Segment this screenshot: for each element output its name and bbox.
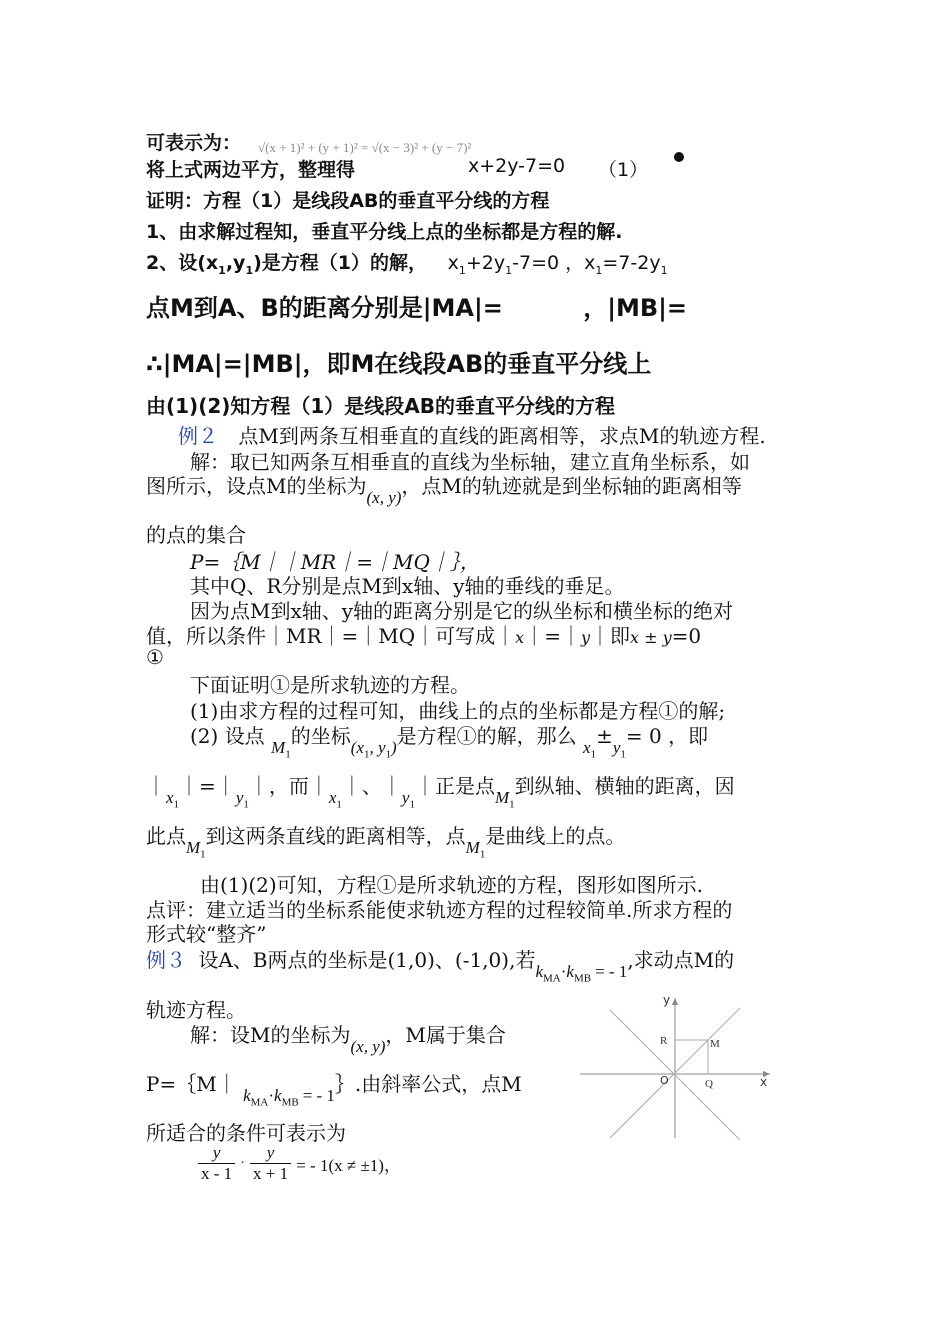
M-letter: M [271, 738, 286, 757]
sol-text: ，M属于集合 [385, 1023, 506, 1047]
point-xy: (x, y) [366, 488, 402, 507]
eq-y: y [612, 738, 621, 757]
k-letter: k [243, 1086, 251, 1105]
step2-part: ,y [225, 252, 246, 274]
y-axis-arrow [672, 998, 678, 1005]
example2-title [178, 420, 766, 449]
example3-title [146, 944, 735, 985]
eq-sub: 1 [660, 263, 668, 277]
M-sub: 1 [285, 748, 291, 761]
coord-part: , y [369, 738, 386, 757]
M-sub: 1 [509, 798, 515, 811]
set-P-definition: P=｛M｜｜MR｜=｜MQ｜｝， [190, 550, 480, 574]
eq-part: x [447, 252, 459, 274]
ex3-text: ,求动点M的 [627, 948, 735, 972]
eq-part: -7=0 ，x [512, 252, 596, 274]
slope-product [243, 1086, 335, 1109]
k-sub: MB [573, 972, 592, 985]
eq-rhs: = - 1 [302, 1086, 335, 1105]
slope-product [535, 962, 628, 985]
pm-sign: ± [596, 724, 613, 748]
p2-text: 是方程①的解，那么 [396, 724, 577, 748]
ex2-solution-3: 的点的集合 [146, 523, 246, 547]
eq-x: x [583, 738, 591, 757]
p3-text: ｜ [146, 774, 166, 798]
ex3-condition: 所适合的条件可表示为 [146, 1121, 346, 1145]
proof-statement: 证明：方程（1）是线段AB的垂直平分线的方程 [146, 190, 550, 212]
p3-text: 到纵轴、横轴的距离，因 [514, 774, 735, 798]
sol2-text: 图所示，设点M的坐标为 [146, 474, 367, 498]
example3-title-2: 轨迹方程。 [146, 998, 246, 1022]
point-M1 [271, 738, 291, 761]
example2-problem: 点M到两条互相垂直的直线的距离相等，求点M的轨迹方程. [238, 424, 766, 448]
y1-term [401, 788, 415, 811]
distance-mb: ，|MB|= [583, 294, 688, 322]
x-sub: 1 [336, 798, 342, 811]
equation-one: x+2y-7=0 [468, 155, 566, 177]
cond2-y: y [580, 628, 591, 647]
point-M-label: M [710, 1038, 720, 1050]
condition-line-1: 因为点M到x轴、y轴的距离分别是它的纵坐标和横坐标的绝对 [190, 599, 734, 623]
eq-sub: 1 [620, 748, 626, 761]
p2-text: = 0 ，即 [625, 724, 709, 748]
bullet-dot [674, 152, 684, 162]
equation-one-tag: （1） [598, 159, 649, 181]
point-M1 [465, 838, 486, 861]
example3-label: 例３ [146, 948, 186, 972]
axes-figure [570, 990, 780, 1140]
coord-sub: 1 [385, 748, 391, 761]
M-sub: 1 [200, 848, 206, 861]
k-sub: MB [281, 1096, 299, 1109]
distance-line [146, 288, 687, 323]
k-sub: MA [543, 972, 561, 985]
M-letter: M [465, 838, 480, 857]
step2-equations [447, 252, 668, 277]
x-letter: x [328, 788, 337, 807]
ex2-conclusion: 由(1)(2)可知，方程①是所求轨迹的方程，图形如图所示. [200, 873, 704, 897]
proof-part-2 [190, 720, 709, 761]
square-text: 将上式两边平方，整理得 [146, 159, 356, 181]
p3-text: ｜正是点 [414, 774, 495, 798]
point-xy: (x, y) [350, 1037, 386, 1056]
line-represent [146, 128, 241, 155]
M-letter: M [494, 788, 510, 807]
point-R-label: R [660, 1035, 668, 1047]
example2-label: 例２ [178, 424, 218, 448]
review-line-2: 形式较“整齐” [146, 922, 267, 946]
origin-label: O [660, 1074, 669, 1087]
x-axis-label: x [760, 1075, 768, 1089]
x1-pm-y1 [583, 738, 597, 761]
coord-part: (x [350, 738, 364, 757]
eq-rhs: = - 1 [595, 962, 628, 981]
ex2-solution-1: 解：取已知两条互相垂直的直线为坐标轴，建立直角坐标系，如 [190, 450, 750, 474]
p4-text: 此点 [146, 824, 186, 848]
coords-x1-y1 [350, 738, 397, 761]
set-text: ｝.由斜率公式，点M [334, 1072, 522, 1096]
denominator: x + 1 [253, 1164, 289, 1183]
ex3-solution-1 [190, 1019, 506, 1056]
step2-sub: 1 [245, 263, 254, 277]
distance-equation-formula: √(x + 1)² + (y + 1)² = √(x − 3)² + (y − 7)² [258, 140, 472, 155]
review-line-1: 点评：建立适当的坐标系能使求轨迹方程的过程较简单.所求方程的 [146, 898, 733, 922]
denominator: x - 1 [201, 1164, 233, 1183]
numerator: y [250, 1143, 291, 1164]
p3-text: ｜=｜ [179, 774, 236, 798]
fraction-rhs: = - 1(x ≠ ±1)， [296, 1156, 401, 1175]
ex3-text: 设A、B两点的坐标是(1,0)、(-1,0),若 [198, 948, 536, 972]
represent-text: 可表示为： [146, 132, 242, 154]
sol-text: 解：设M的坐标为 [190, 1023, 351, 1047]
p4-text: 是曲线上的点。 [485, 824, 626, 848]
k-letter: k [566, 962, 574, 981]
distance-ma: 点M到A、B的距离分别是|MA|= [146, 294, 503, 322]
numerator: y [198, 1143, 235, 1164]
dot-op [240, 1156, 245, 1172]
cond2-text: 值，所以条件｜MR｜=｜MQ｜可写成｜ [146, 624, 516, 648]
y-letter: y [401, 788, 410, 807]
eq-sub: 1 [590, 748, 597, 761]
p4-text: 到这两条直线的距离相等，点 [205, 824, 466, 848]
k-sub: MA [250, 1096, 269, 1109]
y-sub: 1 [409, 798, 415, 811]
proof-part-4 [146, 820, 626, 861]
conclusion-perpendicular: ∴|MA|=|MB|，即M在线段AB的垂直平分线上 [146, 350, 652, 378]
p3-text: ｜，而｜ [248, 774, 329, 798]
fraction-1 [198, 1143, 235, 1184]
dot-op: · [240, 1155, 245, 1171]
cond2-text: ｜即 [590, 624, 631, 648]
proof-intro: 下面证明①是所求轨迹的方程。 [190, 673, 470, 697]
sol2-text: ，点M的轨迹就是到坐标轴的距离相等 [401, 474, 742, 498]
cond2-text: =0 [671, 624, 702, 648]
coord-sub: 1 [363, 748, 370, 761]
point-M1 [494, 788, 515, 811]
line-square-both-sides [146, 155, 355, 182]
p3-text: ｜、｜ [341, 774, 402, 798]
proof-step-1: 1、由求解过程知，垂直平分线上点的坐标都是方程的解. [146, 221, 623, 243]
p2-text: 的坐标 [290, 724, 351, 748]
y1-term [235, 788, 249, 811]
cond2-x: x [515, 628, 525, 647]
M-letter: M [186, 838, 201, 857]
y-sub: 1 [243, 798, 249, 811]
step2-sub: 1 [218, 263, 226, 277]
slope-fraction-equation [198, 1143, 401, 1184]
ex3-set-P [146, 1068, 522, 1109]
eq-part: =7-2y [602, 252, 661, 274]
point-M1 [186, 838, 206, 861]
set-text: P=｛M｜ [146, 1072, 237, 1096]
eq-sub: 1 [595, 263, 603, 277]
fraction-2 [250, 1143, 291, 1184]
y-letter: y [235, 788, 244, 807]
eq-sub: 1 [505, 263, 513, 277]
coord-part: ) [390, 738, 397, 757]
x1-term [328, 788, 342, 811]
point-Q-label: Q [705, 1078, 713, 1090]
conclusion-from-1-2: 由(1)(2)知方程（1）是线段AB的垂直平分线的方程 [146, 394, 616, 418]
step2-part: )是方程（1）的解， [253, 252, 427, 274]
y-axis-label: y [663, 993, 671, 1007]
ex2-solution-2 [146, 470, 742, 507]
p2-text: (2) 设点 [190, 724, 265, 748]
x-letter: x [166, 788, 174, 807]
proof-part-3 [146, 770, 735, 811]
circled-one: ① [146, 645, 164, 669]
eq-sub: 1 [458, 263, 466, 277]
y1-term [612, 738, 626, 761]
step2-part: 2、设(x [146, 252, 219, 274]
proof-step-2 [146, 248, 668, 277]
M-sub: 1 [479, 848, 486, 861]
foot-of-perpendicular: 其中Q、R分别是点M到x轴、y轴的垂线的垂足。 [190, 574, 625, 598]
proof-part-1: (1)由求方程的过程可知，曲线上的点的坐标都是方程①的解; [190, 699, 726, 723]
condition-line-2 [146, 620, 701, 649]
dot-op: · [560, 962, 567, 981]
k-letter: k [274, 1086, 282, 1105]
x-sub: 1 [173, 798, 180, 811]
dot-op: · [268, 1086, 275, 1105]
k-letter: k [535, 962, 543, 981]
eq-part: +2y [465, 252, 506, 274]
cond2-eq: x ± y [630, 628, 672, 647]
cond2-text: ｜=｜ [524, 624, 581, 648]
x1-term [166, 788, 180, 811]
